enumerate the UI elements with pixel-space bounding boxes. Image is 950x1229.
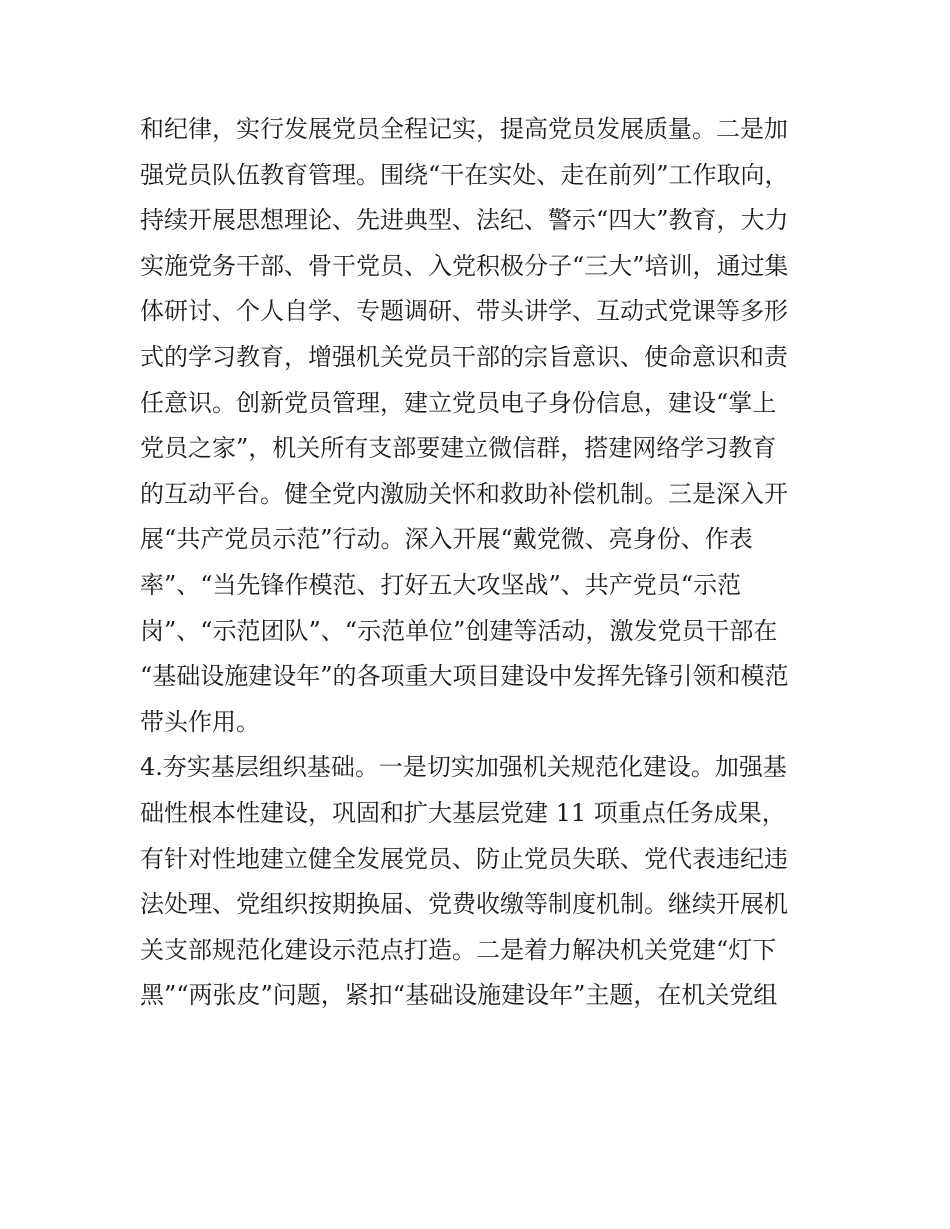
text-line: 持续开展思想理论、先进典型、法纪、警示“四大”教育，大力 — [140, 206, 789, 235]
text-line: 率”、“当先锋作模范、打好五大攻坚战”、共产党员“示范 — [140, 570, 742, 599]
text-line: 实施党务干部、骨干党员、入党积极分子“三大”培训，通过集 — [140, 251, 789, 280]
text-line: 有针对性地建立健全发展党员、防止党员失联、党代表违纪违 — [140, 844, 788, 873]
text-line: 展“共产党员示范”行动。深入开展“戴党微、亮身份、作表 — [140, 525, 753, 554]
text-line: 关支部规范化建设示范点打造。二是着力解决机关党建“灯下 — [140, 935, 777, 964]
text-line: 岗”、“示范团队”、“示范单位”创建等活动，激发党员干部在 — [140, 616, 778, 645]
body-text — [140, 107, 815, 1019]
text-line: 强党员队伍教育管理。围绕“干在实处、走在前列”工作取向， — [140, 160, 789, 189]
text-line: 黑”“两张皮”问题，紧扣“基础设施建设年”主题，在机关党组 — [140, 981, 778, 1010]
text-line: 的互动平台。健全党内激励关怀和救助补偿机制。三是深入开 — [140, 479, 788, 508]
text-line: “基础设施建设年”的各项重大项目建设中发挥先锋引领和模范 — [140, 662, 789, 691]
text-line: 和纪律，实行发展党员全程记实，提高党员发展质量。二是加 — [140, 115, 788, 143]
text-line: 带头作用。 — [140, 707, 260, 736]
text-line: 式的学习教育，增强机关党员干部的宗旨意识、使命意识和责 — [140, 342, 788, 371]
text-line: 党员之家”，机关所有支部要建立微信群，搭建网络学习教育 — [140, 434, 777, 463]
text-line: 任意识。创新党员管理，建立党员电子身份信息，建设“掌上 — [140, 388, 777, 417]
text-line: 础性根本性建设，巩固和扩大基层党建 11 项重点任务成果， — [140, 798, 786, 827]
text-line: 体研讨、个人自学、专题调研、带头讲学、互动式党课等多形 — [140, 297, 788, 326]
text-line: 法处理、党组织按期换届、党费收缴等制度机制。继续开展机 — [140, 890, 788, 919]
section-heading-line: 4.夯实基层组织基础。一是切实加强机关规范化建设。加强基 — [140, 753, 787, 782]
